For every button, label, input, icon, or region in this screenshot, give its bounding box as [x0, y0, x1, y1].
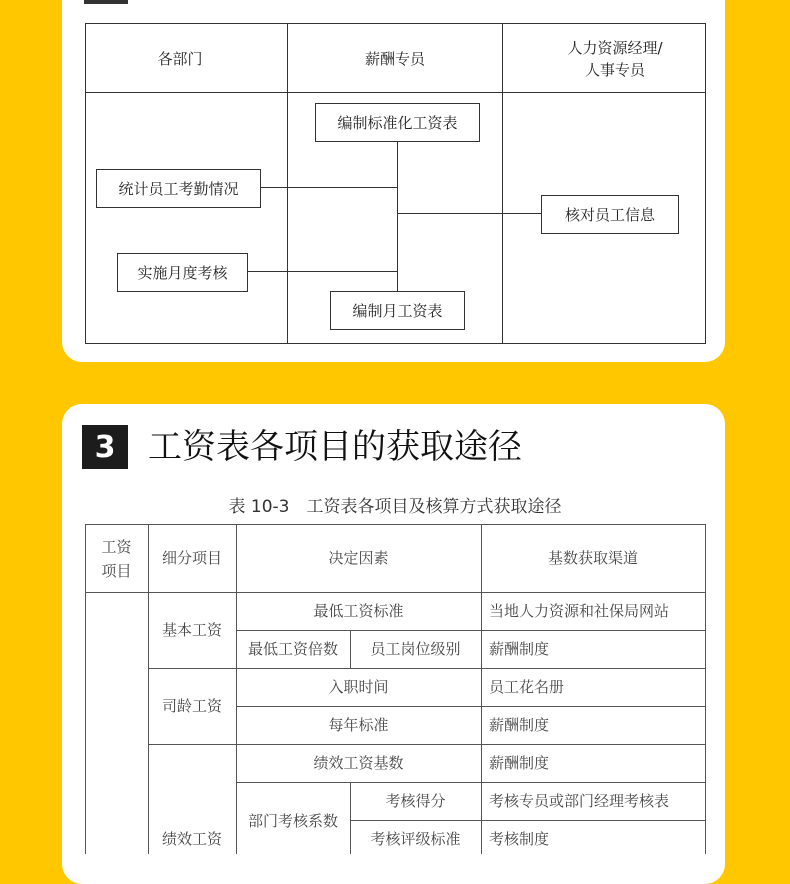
cell-score-source: 考核专员或部门经理考核表 [489, 792, 670, 810]
cell-dept-coefficient: 部门考核系数 [247, 812, 338, 830]
header-factors: 决定因素 [328, 549, 389, 567]
cell-performance-base: 绩效工资基数 [313, 754, 404, 772]
cell-min-wage-multiple: 最低工资倍数 [247, 640, 338, 658]
header-item-line2: 项目 [101, 562, 132, 580]
cell-grade-standard: 考核评级标准 [370, 830, 461, 848]
cell-hire-date: 入职时间 [328, 678, 389, 696]
box-compile-standard-payroll: 编制标准化工资表 [315, 103, 480, 142]
cell-seniority-pay: 司龄工资 [161, 697, 222, 715]
flow-header-payroll-specialist: 薪酬专员 [364, 50, 425, 68]
table-caption: 表 10-3 工资表各项目及核算方式获取途径 [228, 497, 562, 517]
cell-min-wage-standard: 最低工资标准 [313, 602, 404, 620]
cell-base-pay: 基本工资 [161, 621, 222, 639]
cell-salary-policy-3: 薪酬制度 [489, 754, 550, 772]
box-verify-employee-info: 核对员工信息 [541, 195, 679, 234]
flow-header-departments: 各部门 [157, 50, 203, 68]
flow-header-hr-manager-line2: 人事专员 [584, 61, 645, 79]
section-title: 工资表各项目的获取途径 [148, 427, 522, 467]
cell-roster: 员工花名册 [489, 678, 565, 696]
cell-salary-policy-2: 薪酬制度 [489, 716, 550, 734]
section-number-badge: 3 [82, 425, 128, 469]
header-source: 基数获取渠道 [547, 549, 638, 567]
cell-annual-standard: 每年标准 [328, 716, 389, 734]
cell-performance-pay: 绩效工资 [161, 830, 222, 848]
cell-min-wage-source: 当地人力资源和社保局网站 [489, 602, 670, 620]
box-attendance-stats: 统计员工考勤情况 [96, 169, 261, 208]
header-item-line1: 工资 [101, 538, 132, 556]
header-sub-item: 细分项目 [161, 549, 222, 567]
box-monthly-payroll: 编制月工资表 [330, 291, 465, 330]
cell-review-policy: 考核制度 [489, 830, 550, 848]
box-monthly-review: 实施月度考核 [117, 253, 248, 292]
cell-position-level: 员工岗位级别 [370, 640, 461, 658]
flow-header-hr-manager-line1: 人力资源经理/ [567, 39, 663, 57]
cell-salary-policy-1: 薪酬制度 [489, 640, 550, 658]
cell-review-score: 考核得分 [385, 792, 446, 810]
